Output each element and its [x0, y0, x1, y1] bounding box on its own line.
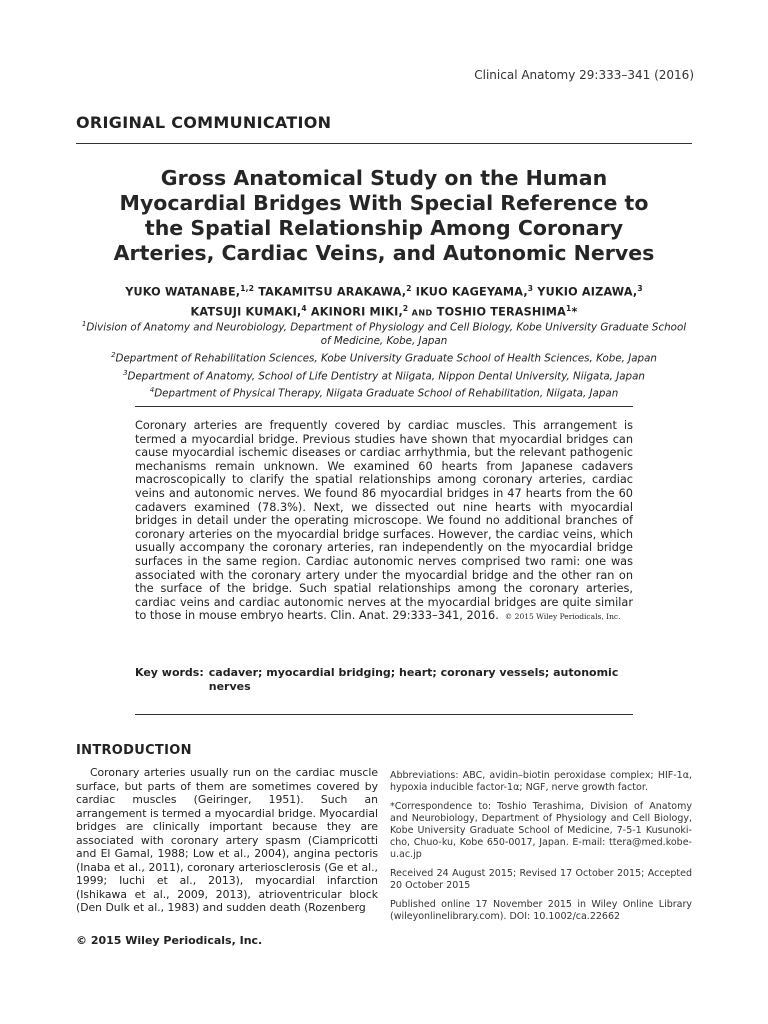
affiliation-number: 3	[123, 368, 128, 377]
affiliation-number: 1	[81, 320, 87, 328]
footnotes	[390, 770, 692, 930]
introduction-heading: INTRODUCTION	[76, 743, 192, 758]
author-name: TOSHIO TERASHIMA	[432, 305, 567, 319]
author-affil-ref: 1	[566, 303, 572, 313]
title-line: Myocardial Bridges With Special Reference to	[119, 191, 649, 215]
correspondence-note: *Correspondence to: Toshio Terashima, Division of Anatomy and Neurobiology, Department of Physiology and Cell Biology, Kobe University Graduate School of Medicine, 7-5-1 Kusunoki-cho, Chuo-ku, Kobe 650-0017, Japan. E-mail: ttera@med.kobe-u.ac.jp	[390, 801, 692, 860]
author-affil-ref: 1,2	[240, 284, 255, 293]
and-conjunction: AND	[408, 308, 433, 318]
affiliation-number: 2	[111, 351, 116, 360]
affiliation-text: Department of Anatomy, School of Life Dentistry at Niigata, Nippon Dental University, Niigata, Japan	[127, 370, 645, 383]
author-affil-ref: 2	[402, 303, 409, 313]
abstract	[135, 419, 633, 624]
affiliation-item	[76, 348, 692, 365]
author-affil-ref: 2	[406, 284, 412, 293]
abstract-top-rule	[135, 406, 633, 407]
abstract-text: Coronary arteries are frequently covered by cardiac muscles. This arrangement is termed a myocardial bridge. Previous studies have shown that myocardial bridges can cause myocardial ischemic diseases or cardiac arrhythmia, but the relevant pathogenic mechanisms remain unknown. We examined 60 hearts from Japanese cadavers macroscopically to clarify the spatial relationships among coronary arteries, cardiac veins and autonomic nerves. We found 86 myocardial bridges in 47 hearts from the 60 cadavers examined (78.3%). Next, we dissected out nine hearts with myocardial bridges in detail under the operating microscope. We found no additional branches of coronary arteries on the myocardial bridge surfaces. However, the cardiac veins, which usually accompany the coronary arteries, ran independently on the myocardial bridge surfaces in the same region. Cardiac autonomic nerves comprised two rami: one was associated with the coronary artery under the myocardial bridge and the other ran on the surface of the bridge. Such spatial relationships among the coronary arteries, cardiac veins and cardiac autonomic nerves at the myocardial bridges are quite similar to those in mouse embryo hearts. Clin. Anat. 29:333–341, 2016.	[135, 419, 633, 623]
abstract-bottom-rule	[135, 714, 633, 715]
author-affil-ref: 3	[527, 284, 534, 293]
keywords-label: Key words:	[135, 666, 204, 679]
affiliation-item	[76, 317, 692, 348]
introduction-text: Coronary arteries usually run on the cardiac muscle surface, but parts of them are sometimes covered by cardiac muscles (Geiringer, 1951). Such an arrangement is termed a myocardial bridge. Myocardial bridges are clinically important because they are associated with coronary artery spasm (Ciampricotti and El Gamal, 1988; Low et al., 2004), angina pectoris (Inaba et al., 2011), coronary arteriosclerosis (Ge et al., 1999; Iuchi et al., 2013), myocardial infarction (Ishikawa et al., 2009, 2013), atrioventricular block (Den Dulk et al., 1983) and sudden death (Rozenberg	[76, 766, 378, 914]
affiliation-text: Division of Anatomy and Neurobiology, Department of Physiology and Cell Biology, Kobe University Graduate School of Medicine, Kobe, Japan	[86, 321, 687, 348]
header-divider	[76, 143, 692, 144]
author-name: AKINORI MIKI,	[306, 305, 403, 319]
author-name: YUKIO AIZAWA,	[533, 285, 638, 299]
footer-copyright: © 2015 Wiley Periodicals, Inc.	[76, 934, 263, 947]
affiliation-item	[76, 366, 692, 383]
author-list	[76, 281, 692, 321]
author-line	[76, 281, 692, 301]
title-line: Arteries, Cardiac Veins, and Autonomic Nerves	[113, 241, 655, 265]
affiliation-text: Department of Physical Therapy, Niigata Graduate School of Rehabilitation, Niigata, Japan	[154, 387, 619, 400]
keywords-text: cadaver; myocardial bridging; heart; coronary vessels; autonomic nerves	[208, 666, 619, 693]
received-dates: Received 24 August 2015; Revised 17 October 2015; Accepted 20 October 2015	[390, 868, 692, 891]
journal-citation: Clinical Anatomy 29:333–341 (2016)	[474, 68, 694, 82]
author-affil-ref: 3	[637, 284, 643, 293]
abstract-copyright: © 2015 Wiley Periodicals, Inc.	[504, 612, 621, 622]
author-name: YUKO WATANABE,	[125, 285, 241, 299]
title-line: the Spatial Relationship Among Coronary	[144, 216, 624, 240]
author-name: KATSUJI KUMAKI,	[190, 305, 302, 319]
affiliation-text: Department of Rehabilitation Sciences, Kobe University Graduate School of Health Sciences, Kobe, Japan	[115, 352, 657, 365]
abbreviations-note: Abbreviations: ABC, avidin–biotin peroxidase complex; HIF-1α, hypoxia inducible factor-1α; NGF, nerve growth factor.	[390, 770, 692, 793]
author-name: IKUO KAGEYAMA,	[411, 285, 528, 299]
publication-info: Published online 17 November 2015 in Wiley Online Library (wileyonlinelibrary.com). DOI: 10.1002/ca.22662	[390, 899, 692, 922]
affiliations	[76, 317, 692, 401]
author-affil-ref: 4	[301, 303, 307, 313]
section-label: ORIGINAL COMMUNICATION	[76, 113, 332, 132]
affiliation-item	[76, 383, 692, 400]
author-name: TAKAMITSU ARAKAWA,	[254, 285, 407, 299]
paper-title	[76, 166, 692, 266]
affiliation-number: 4	[149, 386, 155, 395]
corresponding-mark: *	[571, 305, 578, 319]
keywords	[135, 666, 633, 694]
title-line: Gross Anatomical Study on the Human	[160, 166, 608, 190]
